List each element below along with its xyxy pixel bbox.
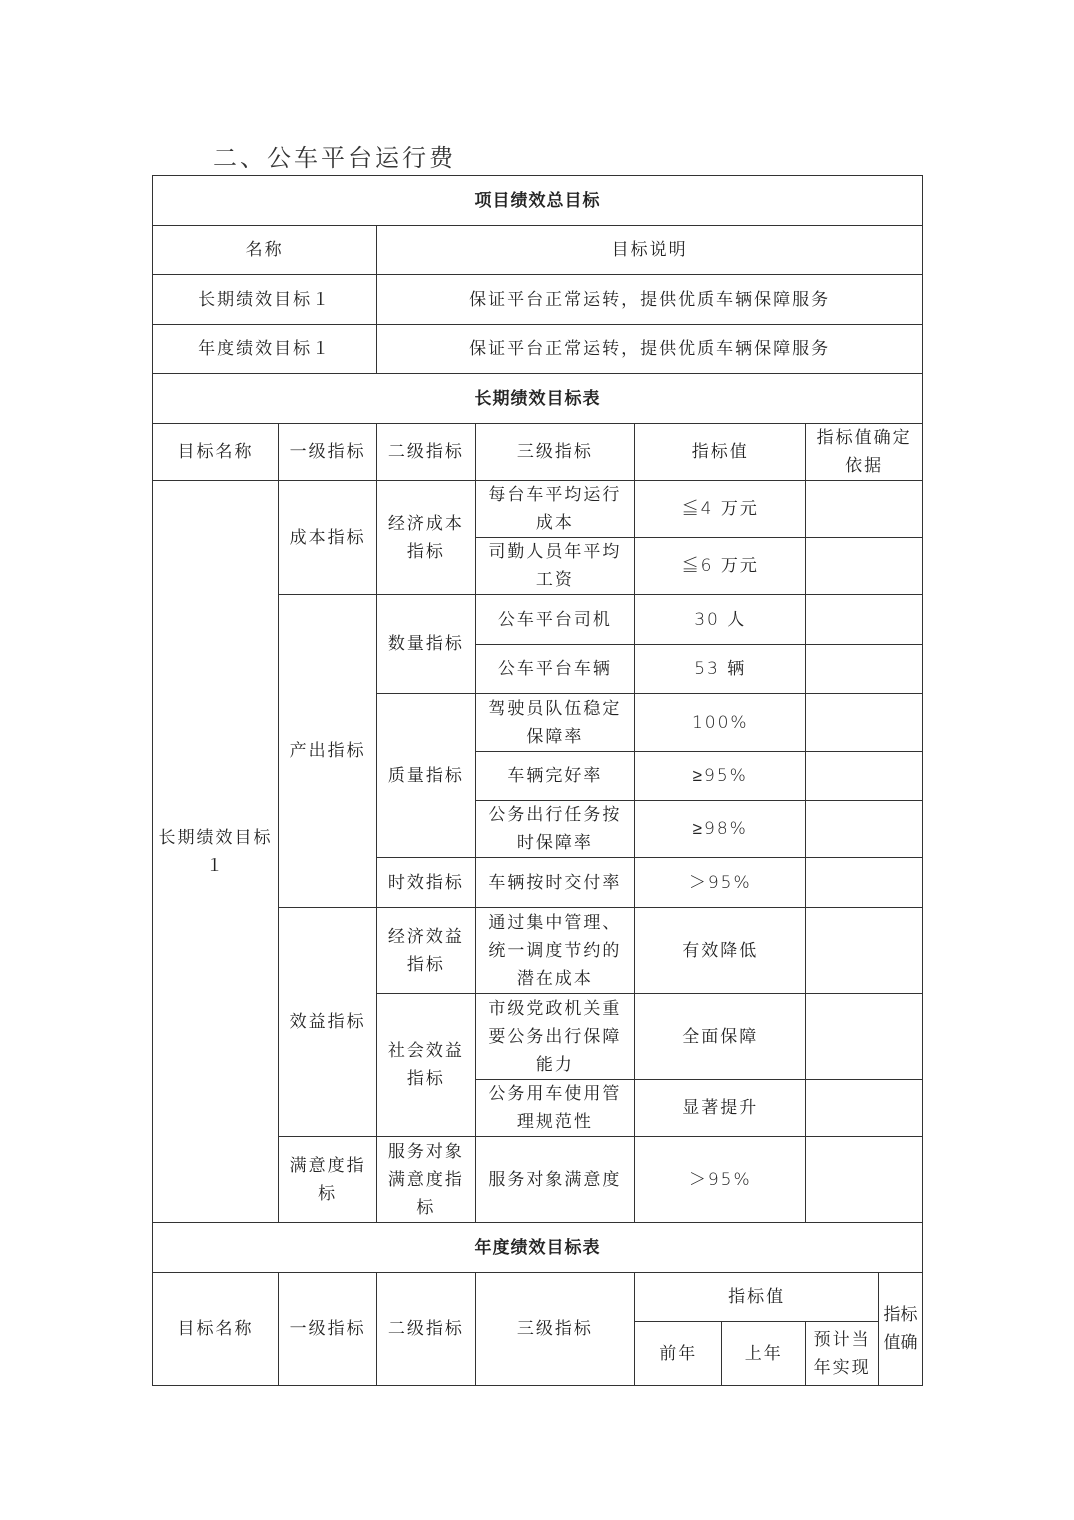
level3-item: 通过集中管理、统一调度节约的潜在成本 [475, 908, 635, 994]
annual-header-goal-name: 目标名称 [153, 1273, 279, 1386]
level2-satisfaction: 服务对象满意度指标 [377, 1137, 475, 1223]
indicator-value: 100% [635, 694, 806, 752]
overall-title: 项目绩效总目标 [153, 176, 923, 226]
indicator-value: ≦4 万元 [635, 481, 806, 538]
overall-row-name: 年度绩效目标１ [153, 325, 377, 374]
annual-header-level1: 一级指标 [278, 1273, 376, 1386]
level2-economic-benefit: 经济效益指标 [377, 908, 475, 994]
level3-item: 公务出行任务按时保障率 [475, 801, 635, 858]
performance-table [152, 175, 923, 1386]
page-heading: 二、公车平台运行费 [213, 144, 456, 172]
indicator-value: ≥95% [635, 752, 806, 801]
level2-quality: 质量指标 [377, 694, 475, 858]
level1-output: 产出指标 [278, 595, 376, 908]
indicator-value: ≦6 万元 [635, 538, 806, 595]
header-basis: 指标值确定依据 [806, 424, 923, 481]
indicator-basis [806, 801, 923, 858]
indicator-basis [806, 538, 923, 595]
annual-subheader-prior-year: 前年 [635, 1322, 722, 1386]
header-level1: 一级指标 [278, 424, 376, 481]
indicator-basis [806, 858, 923, 908]
indicator-value: ＞95% [635, 1137, 806, 1223]
level3-item: 市级党政机关重要公务出行保障能力 [475, 994, 635, 1080]
annual-subheader-expected: 预计当年实现 [806, 1322, 879, 1386]
indicator-value: 全面保障 [635, 994, 806, 1080]
annual-header-level2: 二级指标 [377, 1273, 475, 1386]
level3-item: 驾驶员队伍稳定保障率 [475, 694, 635, 752]
level1-satisfaction: 满意度指标 [278, 1137, 376, 1223]
level3-item: 车辆按时交付率 [475, 858, 635, 908]
annual-title: 年度绩效目标表 [153, 1223, 923, 1273]
level2-quantity: 数量指标 [377, 595, 475, 694]
indicator-value: 53 辆 [635, 645, 806, 694]
header-value: 指标值 [635, 424, 806, 481]
overall-col-desc: 目标说明 [377, 226, 923, 275]
indicator-value: 显著提升 [635, 1080, 806, 1137]
overall-row-desc: 保证平台正常运转，提供优质车辆保障服务 [377, 275, 923, 325]
goal-name: 长期绩效目标１ [153, 481, 279, 1223]
indicator-value: 有效降低 [635, 908, 806, 994]
header-level3: 三级指标 [475, 424, 635, 481]
level3-item: 每台车平均运行成本 [475, 481, 635, 538]
long-term-title: 长期绩效目标表 [153, 374, 923, 424]
overall-row-desc: 保证平台正常运转，提供优质车辆保障服务 [377, 325, 923, 374]
indicator-value: ≥98% [635, 801, 806, 858]
indicator-basis [806, 645, 923, 694]
header-goal-name: 目标名称 [153, 424, 279, 481]
annual-header-value: 指标值 [635, 1273, 879, 1322]
level3-item: 车辆完好率 [475, 752, 635, 801]
indicator-value: 30 人 [635, 595, 806, 645]
indicator-basis [806, 908, 923, 994]
level2-economic-cost: 经济成本指标 [377, 481, 475, 595]
level3-item: 公车平台车辆 [475, 645, 635, 694]
annual-subheader-last-year: 上年 [722, 1322, 806, 1386]
indicator-basis [806, 595, 923, 645]
level1-cost: 成本指标 [278, 481, 376, 595]
annual-header-level3: 三级指标 [475, 1273, 635, 1386]
indicator-basis [806, 752, 923, 801]
indicator-value: ＞95% [635, 858, 806, 908]
indicator-basis [806, 1080, 923, 1137]
overall-col-name: 名称 [153, 226, 377, 275]
level3-item: 公务用车使用管理规范性 [475, 1080, 635, 1137]
indicator-basis [806, 994, 923, 1080]
indicator-basis [806, 1137, 923, 1223]
header-level2: 二级指标 [377, 424, 475, 481]
level1-benefit: 效益指标 [278, 908, 376, 1137]
level3-item: 服务对象满意度 [475, 1137, 635, 1223]
level2-timeliness: 时效指标 [377, 858, 475, 908]
overall-row-name: 长期绩效目标１ [153, 275, 377, 325]
level3-item: 司勤人员年平均工资 [475, 538, 635, 595]
indicator-basis [806, 481, 923, 538]
annual-header-basis: 指标值确 [878, 1273, 922, 1386]
level2-social-benefit: 社会效益指标 [377, 994, 475, 1137]
level3-item: 公车平台司机 [475, 595, 635, 645]
indicator-basis [806, 694, 923, 752]
